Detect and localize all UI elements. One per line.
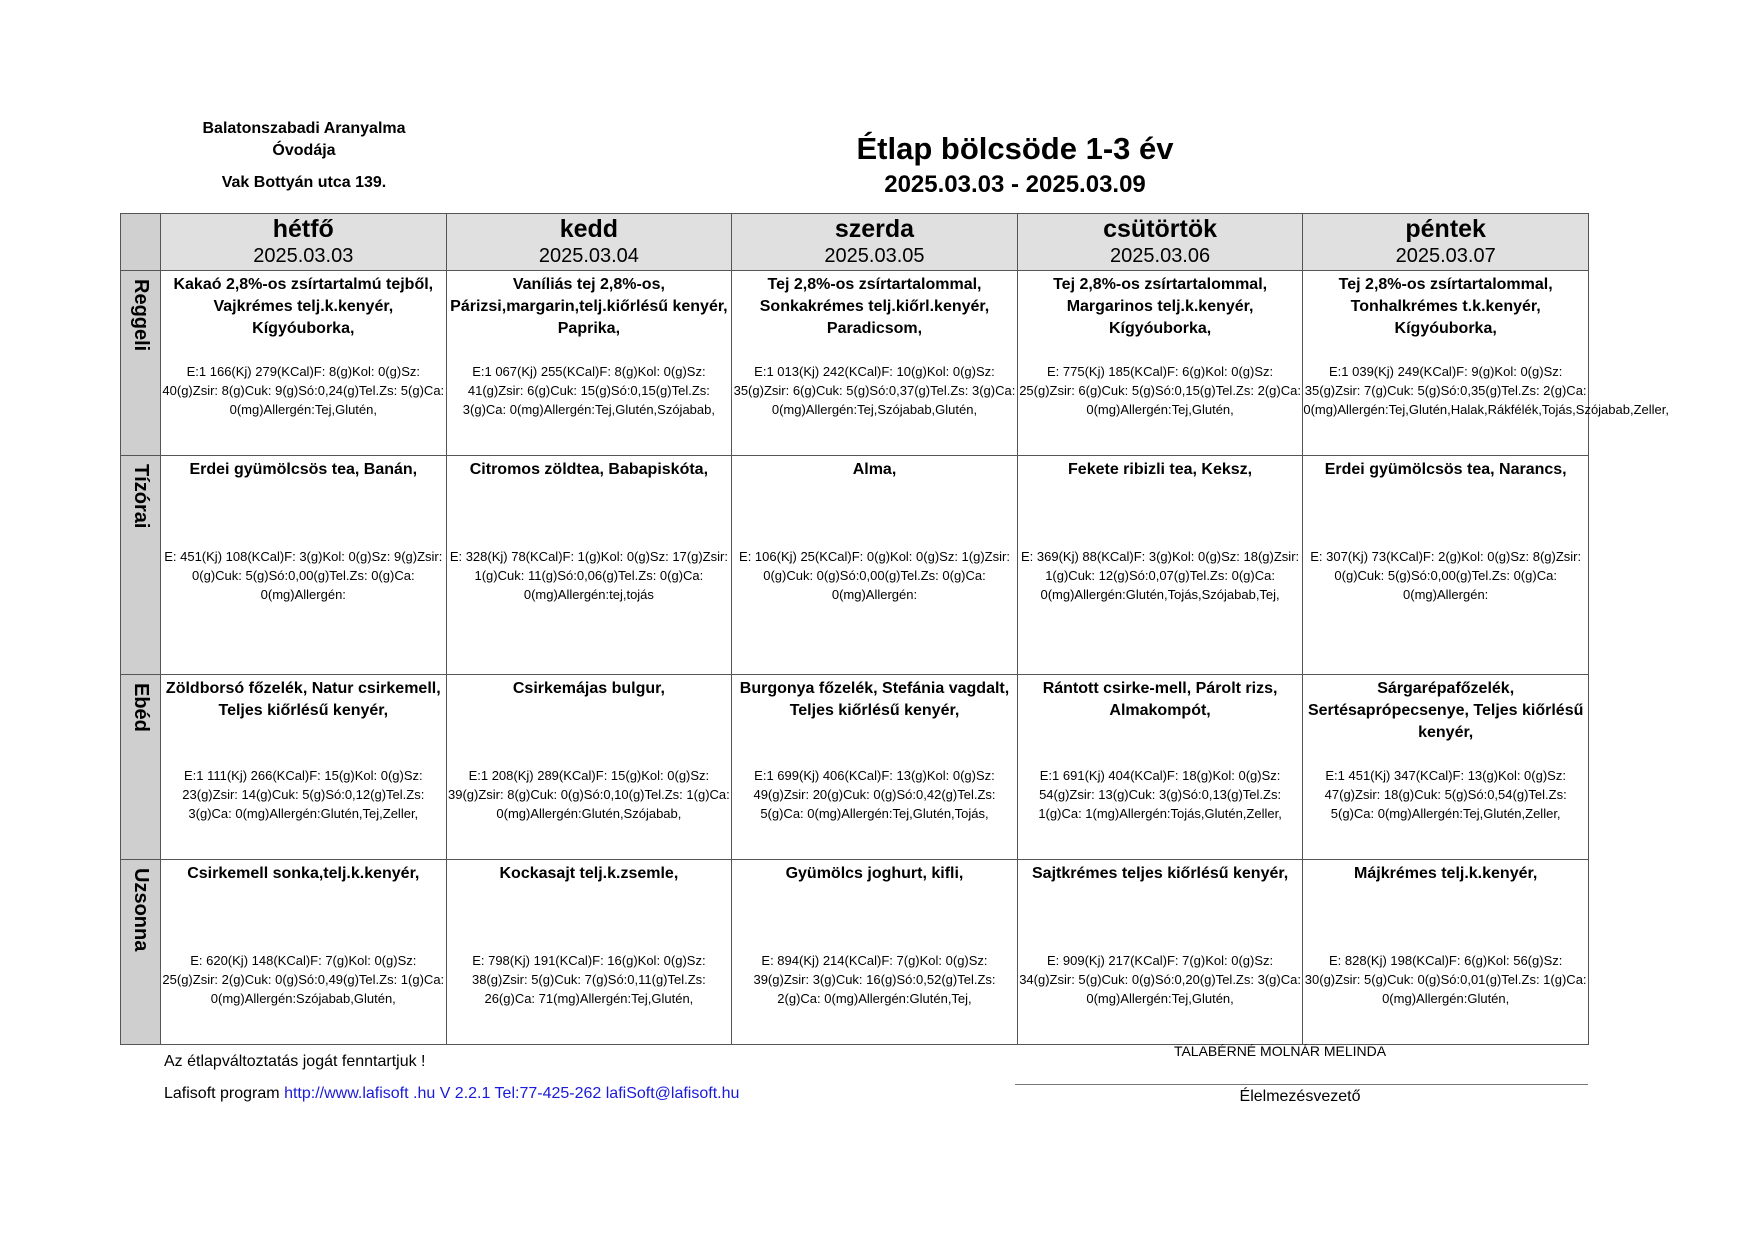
dish-text: Sajtkrémes teljes kiőrlésű kenyér, [1032, 865, 1289, 882]
menu-cell [1017, 271, 1303, 456]
menu-cell [1017, 456, 1303, 675]
nutrition-text: E: 894(Kj) 214(KCal)F: 7(g)Kol: 0(g)Sz: 39(g)Zsir: 3(g)Cuk: 16(g)Só:0,52(g)Tel.Zs: 2(g)Ca: 0(mg)Allergén:Glutén,Tej, [753, 953, 996, 1006]
nutrition-text: E: 307(Kj) 73(KCal)F: 2(g)Kol: 0(g)Sz: 8(g)Zsir: 0(g)Cuk: 5(g)Só:0,00(g)Tel.Zs: 0(g)Ca: 0(mg)Allergén: [1310, 549, 1582, 602]
signature-line [1015, 1084, 1588, 1085]
dish-text: Sárgarépafőzelék, Sertésaprópecsenye, Teljes kiőrlésű kenyér, [1307, 680, 1584, 741]
menu-cell [1303, 860, 1589, 1045]
meal-label: Reggeli [129, 279, 152, 352]
dish-text: Erdei gyümölcsös tea, Banán, [189, 461, 418, 478]
dish-text: Fekete ribizli tea, Keksz, [1068, 461, 1253, 478]
menu-cell [1303, 271, 1669, 456]
corner-cell [121, 214, 161, 271]
nutrition-text: E: 369(Kj) 88(KCal)F: 3(g)Kol: 0(g)Sz: 18(g)Zsir: 1(g)Cuk: 12(g)Só:0,07(g)Tel.Zs: 0(g)Ca: 0(mg)Allergén:Glutén,Tojás,Szójabab,Tej, [1021, 549, 1300, 602]
meal-label-cell [121, 271, 161, 456]
dish-text: Citromos zöldtea, Babapiskóta, [469, 461, 709, 478]
dish-text: Burgonya főzelék, Stefánia vagdalt, Teljes kiőrlésű kenyér, [739, 680, 1010, 719]
meal-label-cell [121, 675, 161, 860]
meal-label-cell [121, 456, 161, 675]
day-date: 2025.03.06 [1110, 245, 1211, 267]
dish-text: Zöldborsó főzelék, Natur csirkemell, Teljes kiőrlésű kenyér, [165, 680, 441, 719]
signer-name: TALABÉRNÉ MOLNÁR MELINDA [1173, 1043, 1387, 1059]
day-name: péntek [1405, 215, 1486, 243]
day-name: hétfő [272, 215, 334, 243]
dish-text: Tej 2,8%-os zsírtartalommal, Tonhalkrémes t.k.kenyér, Kígyóuborka, [1338, 276, 1553, 337]
menu-cell [446, 456, 732, 675]
menu-cell [161, 271, 447, 456]
nutrition-text: E:1 111(Kj) 266(KCal)F: 15(g)Kol: 0(g)Sz: 23(g)Zsir: 14(g)Cuk: 5(g)Só:0,12(g)Tel.Zs: 3(g)Ca: 0(mg)Allergén:Glutén,Tej,Zeller, [182, 768, 425, 821]
day-header [161, 214, 447, 271]
nutrition-text: E:1 039(Kj) 249(KCal)F: 9(g)Kol: 0(g)Sz: 35(g)Zsir: 7(g)Cuk: 5(g)Só:0,35(g)Tel.Zs: 2(g)Ca: 0(mg)Allergén:Tej,Glutén,Halak,Rákfélék,Tojás,Szójabab,Zeller, [1303, 364, 1669, 417]
meal-label: Tízórai [129, 464, 152, 529]
menu-cell [732, 271, 1018, 456]
menu-cell [161, 456, 447, 675]
day-date: 2025.03.04 [538, 245, 639, 267]
dish-text: Erdei gyümölcsös tea, Narancs, [1324, 461, 1567, 478]
menu-cell [1303, 675, 1589, 860]
dish-text: Csirkemell sonka,telj.k.kenyér, [187, 865, 420, 882]
meal-label-cell [121, 860, 161, 1045]
nutrition-text: E:1 451(Kj) 347(KCal)F: 13(g)Kol: 0(g)Sz: 47(g)Zsir: 18(g)Cuk: 5(g)Só:0,54(g)Tel.Zs: 5(g)Ca: 0(mg)Allergén:Tej,Glutén,Zeller, [1324, 768, 1567, 821]
day-date: 2025.03.03 [253, 245, 354, 267]
nutrition-text: E:1 691(Kj) 404(KCal)F: 18(g)Kol: 0(g)Sz: 54(g)Zsir: 13(g)Cuk: 3(g)Só:0,13(g)Tel.Zs: 1(g)Ca: 1(mg)Allergén:Tojás,Glutén,Zeller, [1038, 768, 1282, 821]
dish-text: Gyümölcs joghurt, kifli, [785, 865, 964, 882]
nutrition-text: E: 620(Kj) 148(KCal)F: 7(g)Kol: 0(g)Sz: 25(g)Zsir: 2(g)Cuk: 0(g)Só:0,49(g)Tel.Zs: 1(g)Ca: 0(mg)Allergén:Szójabab,Glutén, [162, 953, 445, 1006]
nutrition-text: E: 775(Kj) 185(KCal)F: 6(g)Kol: 0(g)Sz: 25(g)Zsir: 6(g)Cuk: 5(g)Só:0,15(g)Tel.Zs: 2(g)Ca: 0(mg)Allergén:Tej,Glutén, [1019, 364, 1301, 417]
dish-text: Tej 2,8%-os zsírtartalommal, Sonkakrémes telj.kiőrl.kenyér, Paradicsom, [759, 276, 990, 337]
menu-cell [732, 456, 1018, 675]
nutrition-text: E:1 699(Kj) 406(KCal)F: 13(g)Kol: 0(g)Sz: 49(g)Zsir: 20(g)Cuk: 0(g)Só:0,42(g)Tel.Zs: 5(g)Ca: 0(mg)Allergén:Tej,Glutén,Tojás, [753, 768, 996, 821]
nutrition-text: E: 909(Kj) 217(KCal)F: 7(g)Kol: 0(g)Sz: 34(g)Zsir: 5(g)Cuk: 0(g)Só:0,20(g)Tel.Zs: 3(g)Ca: 0(mg)Allergén:Tej,Glutén, [1019, 953, 1301, 1006]
menu-cell [161, 860, 447, 1045]
day-name: szerda [834, 215, 915, 243]
day-name: csütörtök [1103, 215, 1218, 243]
meal-label: Uzsonna [129, 868, 152, 952]
disclaimer-note: Az étlapváltoztatás jogát fenntartjuk ! [164, 1053, 426, 1070]
day-date: 2025.03.05 [824, 245, 925, 267]
menu-table [120, 213, 1669, 1045]
menu-cell [732, 675, 1018, 860]
dish-text: Kakaó 2,8%-os zsírtartalmú tejből, Vajkrémes telj.k.kenyér, Kígyóuborka, [173, 276, 434, 337]
menu-cell [732, 860, 1018, 1045]
menu-cell [446, 271, 732, 456]
meal-label: Ebéd [129, 683, 152, 732]
nutrition-text: E: 828(Kj) 198(KCal)F: 6(g)Kol: 56(g)Sz: 30(g)Zsir: 5(g)Cuk: 0(g)Só:0,01(g)Tel.Zs: 1(g)Ca: 0(mg)Allergén:Glutén, [1304, 953, 1587, 1006]
meal-row-tizorai [121, 456, 1589, 675]
dish-text: Kockasajt telj.k.zsemle, [499, 865, 679, 882]
page-title: Étlap bölcsöde 1-3 év [856, 131, 1174, 166]
day-header [1303, 214, 1589, 271]
nutrition-text: E: 328(Kj) 78(KCal)F: 1(g)Kol: 0(g)Sz: 17(g)Zsir: 1(g)Cuk: 11(g)Só:0,06(g)Tel.Zs: 0(g)Ca: 0(mg)Allergén:tej,tojás [449, 549, 728, 602]
menu-cell [1017, 860, 1303, 1045]
day-header [732, 214, 1018, 271]
day-header-row [121, 214, 1589, 271]
institution-block [170, 118, 438, 194]
date-range: 2025.03.03 - 2025.03.09 [884, 171, 1146, 198]
nutrition-text: E: 451(Kj) 108(KCal)F: 3(g)Kol: 0(g)Sz: 9(g)Zsir: 0(g)Cuk: 5(g)Só:0,00(g)Tel.Zs: 0(g)Ca: 0(mg)Allergén: [164, 549, 443, 602]
nutrition-text: E:1 208(Kj) 289(KCal)F: 15(g)Kol: 0(g)Sz: 39(g)Zsir: 8(g)Cuk: 0(g)Só:0,10(g)Tel.Zs: 1(g)Ca: 0(mg)Allergén:Glutén,Szójabab, [448, 768, 730, 821]
institution-address: Vak Bottyán utca 139. [221, 174, 387, 191]
day-header [1017, 214, 1303, 271]
menu-cell [161, 675, 447, 860]
institution-name: Balatonszabadi Aranyalma Óvodája [202, 120, 406, 159]
nutrition-text: E:1 166(Kj) 279(KCal)F: 8(g)Kol: 0(g)Sz: 40(g)Zsir: 8(g)Cuk: 9(g)Só:0,24(g)Tel.Zs: 5(g)Ca: 0(mg)Allergén:Tej,Glutén, [162, 364, 445, 417]
meal-row-ebed [121, 675, 1589, 860]
day-name: kedd [559, 215, 619, 243]
program-label: Lafisoft program [164, 1085, 280, 1102]
program-info [164, 1085, 739, 1103]
title-block [700, 130, 1330, 200]
nutrition-text: E:1 013(Kj) 242(KCal)F: 10(g)Kol: 0(g)Sz: 35(g)Zsir: 6(g)Cuk: 5(g)Só:0,37(g)Tel.Zs: 3(g)Ca: 0(mg)Allergén:Tej,Szójabab,Glutén, [733, 364, 1016, 417]
signer-role: Élelmezésvezető [1239, 1088, 1361, 1105]
program-link[interactable]: http://www.lafisoft .hu V 2.2.1 Tel:77-425-262 lafiSoft@lafisoft.hu [284, 1085, 740, 1102]
dish-text: Tej 2,8%-os zsírtartalommal, Margarinos telj.k.kenyér, Kígyóuborka, [1053, 276, 1268, 337]
meal-row-reggeli [121, 271, 1589, 456]
day-header [446, 214, 732, 271]
dish-text: Rántott csirke-mell, Párolt rizs, Almakompót, [1042, 680, 1278, 719]
dish-text: Májkrémes telj.k.kenyér, [1354, 865, 1538, 882]
dish-text: Vaníliás tej 2,8%-os, Párizsi,margarin,telj.kiőrlésű kenyér, Paprika, [450, 276, 728, 337]
menu-cell [1303, 456, 1589, 675]
nutrition-text: E:1 067(Kj) 255(KCal)F: 8(g)Kol: 0(g)Sz: 41(g)Zsir: 6(g)Cuk: 15(g)Só:0,15(g)Tel.Zs: 3(g)Ca: 0(mg)Allergén:Tej,Glutén,Szójabab, [462, 364, 715, 417]
nutrition-text: E: 798(Kj) 191(KCal)F: 16(g)Kol: 0(g)Sz: 38(g)Zsir: 5(g)Cuk: 7(g)Só:0,11(g)Tel.Zs: 26(g)Ca: 71(mg)Allergén:Tej,Glutén, [471, 953, 706, 1006]
day-date: 2025.03.07 [1395, 245, 1496, 267]
nutrition-text: E: 106(Kj) 25(KCal)F: 0(g)Kol: 0(g)Sz: 1(g)Zsir: 0(g)Cuk: 0(g)Só:0,00(g)Tel.Zs: 0(g)Ca: 0(mg)Allergén: [739, 549, 1010, 602]
menu-cell [1017, 675, 1303, 860]
dish-text: Csirkemájas bulgur, [512, 680, 665, 697]
menu-cell [446, 675, 732, 860]
menu-cell [446, 860, 732, 1045]
dish-text: Alma, [852, 461, 897, 478]
meal-row-uzsonna [121, 860, 1589, 1045]
